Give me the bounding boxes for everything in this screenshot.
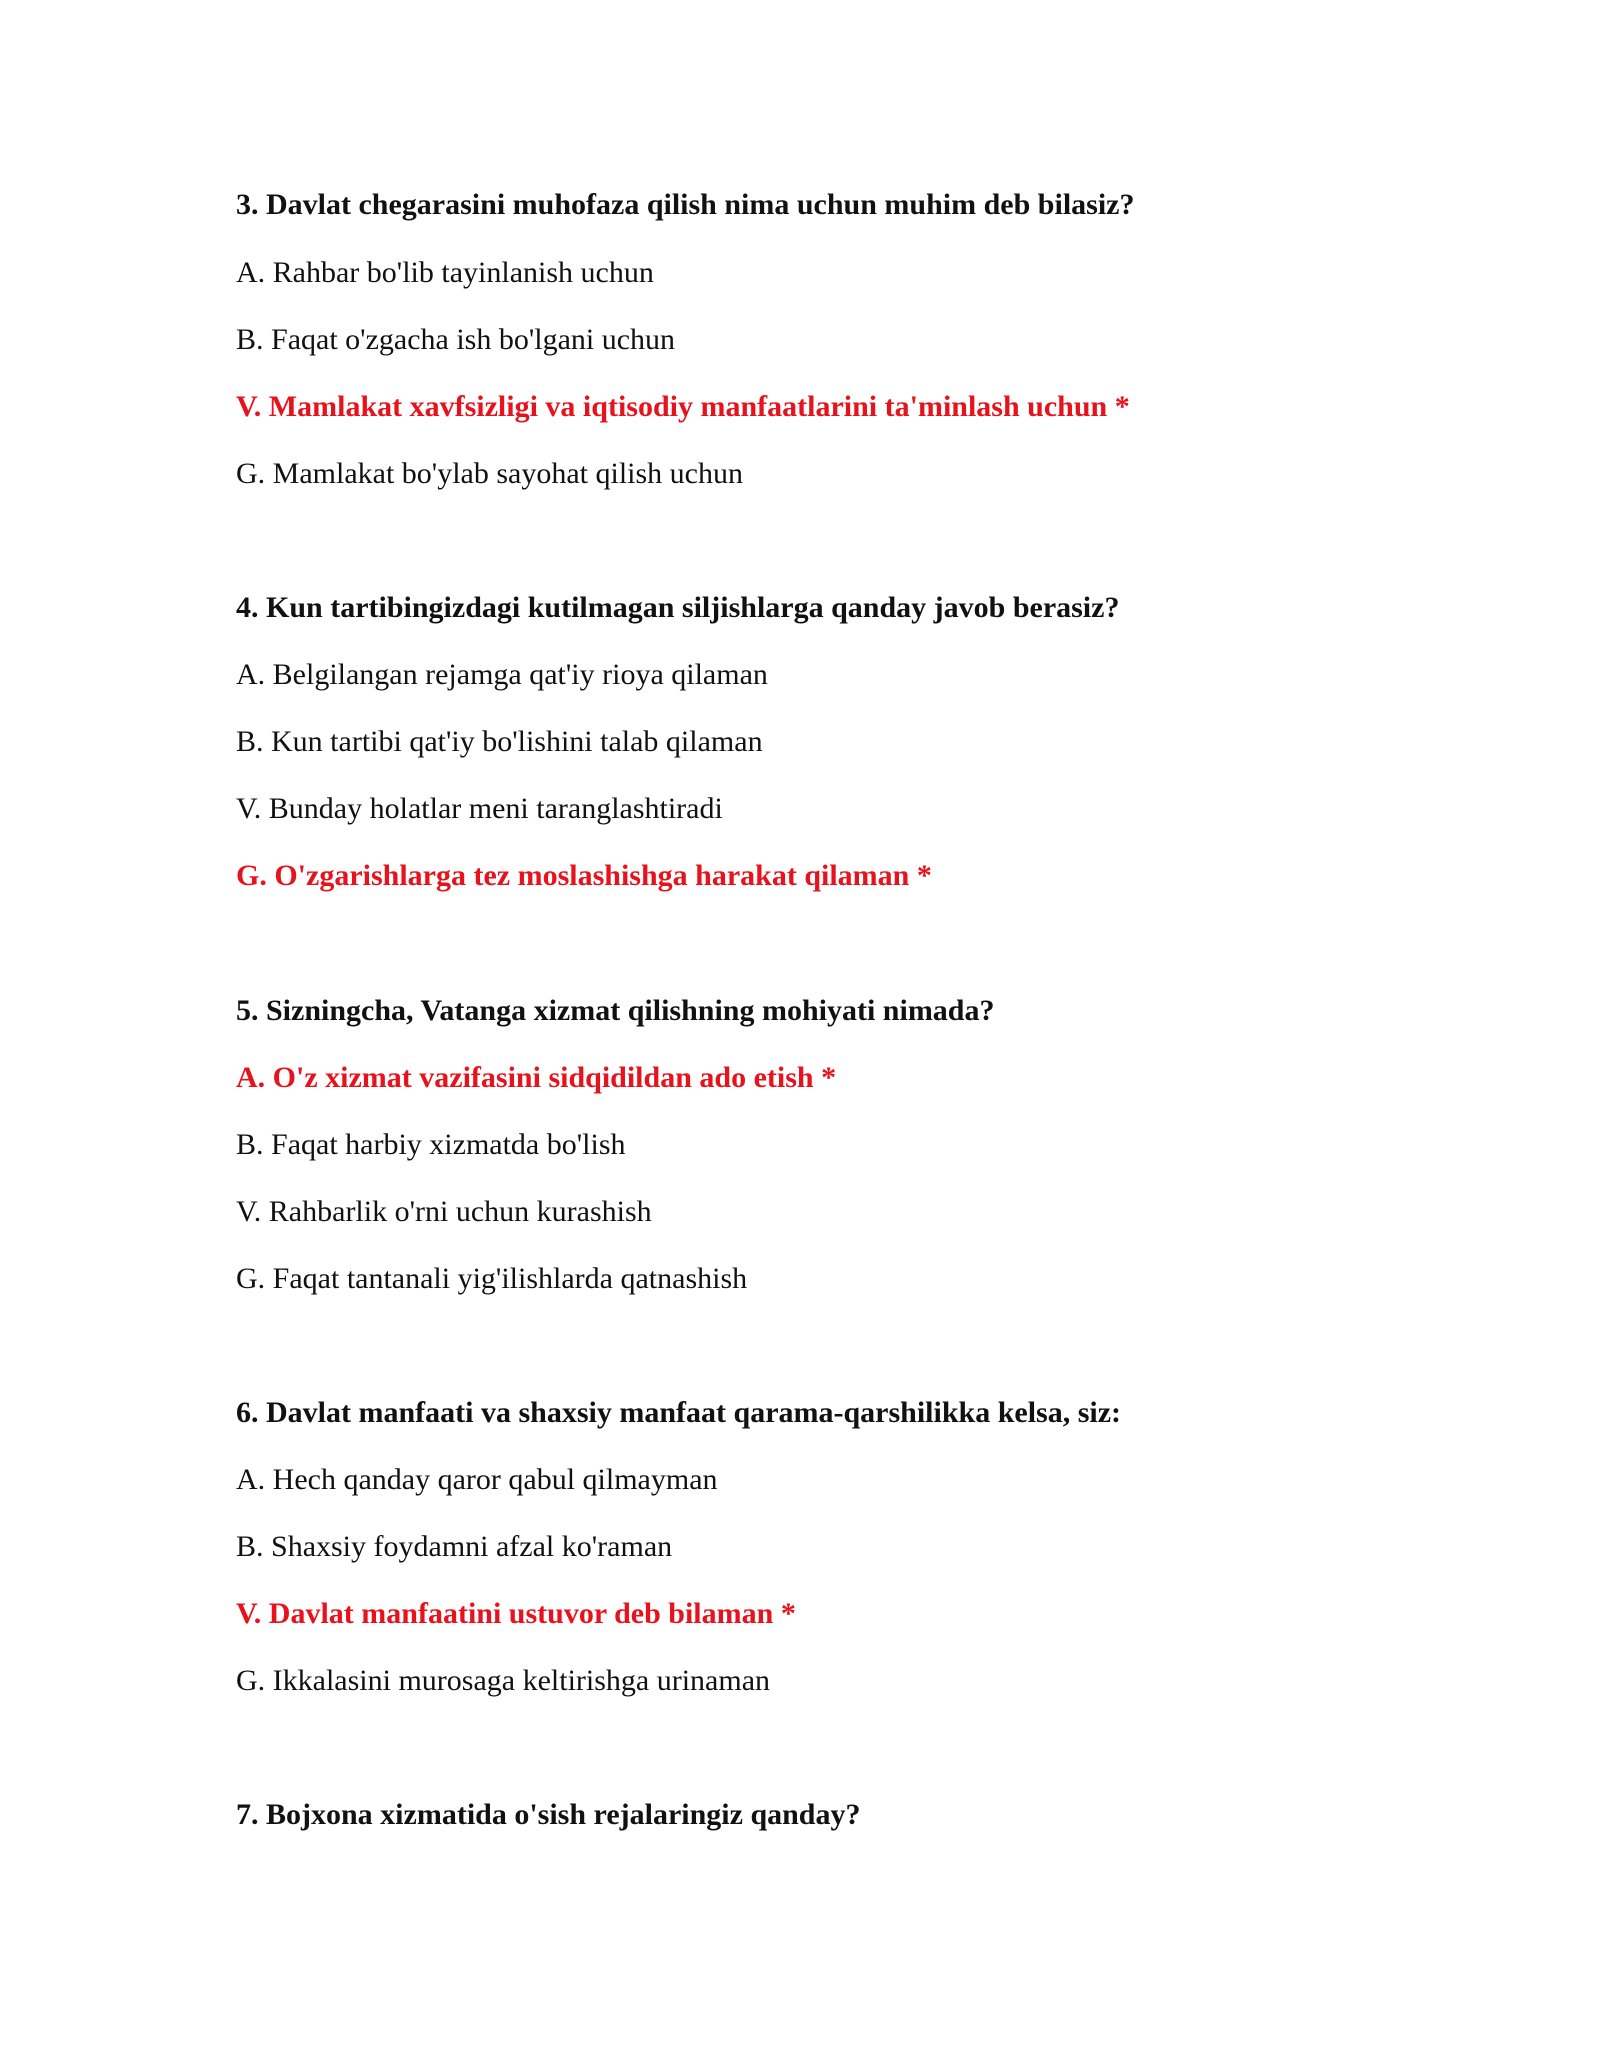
option-4v: V. Bunday holatlar meni taranglashtiradi	[236, 792, 723, 825]
question-7: 7. Bojxona xizmatida o'sish rejalaringiz qanday?	[236, 1798, 861, 1831]
option-5v: V. Rahbarlik o'rni uchun kurashish	[236, 1195, 652, 1228]
option-3g: G. Mamlakat bo'ylab sayohat qilish uchun	[236, 457, 743, 490]
option-6a: A. Hech qanday qaror qabul qilmayman	[236, 1463, 718, 1496]
option-6b: B. Shaxsiy foydamni afzal ko'raman	[236, 1530, 673, 1563]
option-5b: B. Faqat harbiy xizmatda bo'lish	[236, 1128, 626, 1161]
option-3b: B. Faqat o'zgacha ish bo'lgani uchun	[236, 323, 676, 356]
question-5: 5. Sizningcha, Vatanga xizmat qilishning mohiyati nimada?	[236, 994, 995, 1027]
option-5a-correct: A. O'z xizmat vazifasini sidqidildan ado etish *	[236, 1061, 837, 1094]
option-3v-correct: V. Mamlakat xavfsizligi va iqtisodiy manfaatlarini ta'minlash uchun *	[236, 390, 1130, 423]
question-3: 3. Davlat chegarasini muhofaza qilish nima uchun muhim deb bilasiz?	[236, 188, 1135, 221]
question-6: 6. Davlat manfaati va shaxsiy manfaat qarama-qarshilikka kelsa, siz:	[236, 1396, 1122, 1429]
option-4b: B. Kun tartibi qat'iy bo'lishini talab qilaman	[236, 725, 763, 758]
question-4: 4. Kun tartibingizdagi kutilmagan siljishlarga qanday javob berasiz?	[236, 591, 1120, 624]
option-3a: A. Rahbar bo'lib tayinlanish uchun	[236, 256, 654, 289]
option-4a: A. Belgilangan rejamga qat'iy rioya qilaman	[236, 658, 768, 691]
option-6v-correct: V. Davlat manfaatini ustuvor deb bilaman *	[236, 1597, 796, 1630]
option-4g-correct: G. O'zgarishlarga tez moslashishga harakat qilaman *	[236, 859, 932, 892]
option-6g: G. Ikkalasini murosaga keltirishga urinaman	[236, 1664, 771, 1697]
option-5g: G. Faqat tantanali yig'ilishlarda qatnashish	[236, 1262, 748, 1295]
